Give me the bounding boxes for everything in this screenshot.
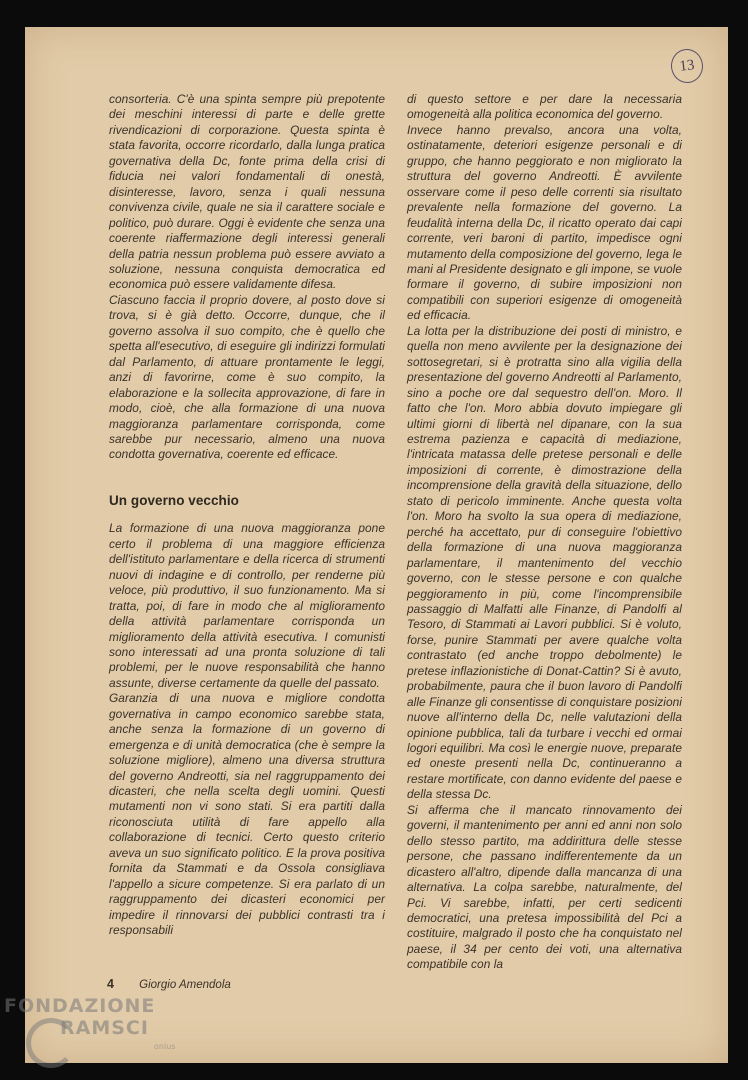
page-footer xyxy=(107,977,231,991)
watermark-suffix: onlus xyxy=(154,1042,176,1051)
watermark-g-icon xyxy=(26,1018,76,1068)
paragraph: Ciascuno faccia il proprio dovere, al posto dove si trova, si è già detto. Occorre, dunque, che il governo assolva il suo compito, che è quello che spetta all'esecutivo, di eseguire gli indirizzi formulati dal Parlamento, di attuare prontamente le leggi, anzi di favorirne, come è suo compito, la elaborazione e la sollecita approvazione, di fare in modo, cioè, che alla formazione di una nuova maggioranza parlamentare corrisponda, come sarebbe pur necessario, almeno una nuova condotta governativa, coerente ed efficace. xyxy=(109,292,385,462)
paragraph: di questo settore e per dare la necessaria omogeneità alla politica economica del governo. xyxy=(407,92,682,122)
paragraph: La formazione di una nuova maggioranza pone certo il problema di una maggiore efficienza dell'istituto parlamentare e della ricerca di strumenti nuovi di indagine e di controllo, per renderne più veloce, più produttivo, il suo funzionamento. Ma si tratta, poi, di fare in modo che al miglioramento della attività parlamentare corrisponda un miglioramento della attività esecutiva. I comunisti sono interessati ad una pronta soluzione di tali problemi, per le nuove responsabilità che hanno assunte, diverse certamente da quelle del passato. xyxy=(109,521,385,690)
paragraph: La lotta per la distribuzione dei posti di ministro, e quella non meno avvilente per la designazione dei sottosegretari, si è protratta sino alla vigilia della presentazione del governo Andreotti al Parlamento, sino a poche ore dal sequestro dell'on. Moro. Il fatto che l'on. Moro abbia dovuto impiegare gli ultimi giorni di libertà nel dipanare, con la sua estrema pazienza e capacità di mediazione, l'intricata matassa delle pretese personali e delle imposizioni di corrente, è dimostrazione della incomprensione della gravità della situazione, dello stato di pericolo imminente. Anche questa volta l'on. Moro ha svolto la sua opera di mediazione, perché ha accettato, pur di conseguire l'obiettivo della formazione di una nuova maggioranza parlamentare, il mantenimento del vecchio governo, con le stesse persone e con qualche peggioramento in più, come l'incomprensibile passaggio di Malfatti alle Finanze, di Pandolfi al Tesoro, di Stammati ai Lavori pubblici. Si è voluto, forse, punire Stammati per avere qualche volta contrastato (ed anche troppo debolmente) le pretese inflazionistiche di Donat-Cattin? Si è avuto, probabilmente, paura che il buon lavoro di Pandolfi alle Finanze gli consentisse di conquistare posizioni nuove all'interno della Dc, nelle valutazioni della opinione pubblica, tali da turbare i vecchi ed ormai logori equilibri. Ma così le energie nuove, preparate ed oneste presenti nella Dc, continueranno a restare mortificate, con danno evidente del paese e della stessa Dc. xyxy=(407,323,682,802)
watermark-line2: RAMSCI xyxy=(60,1017,149,1039)
paragraph: Garanzia di una nuova e migliore condotta governativa in campo economico sarebbe stata, anche senza la formazione di un governo di emergenza e di unità democratica (che è sempre la soluzione migliore), almeno una diversa struttura del governo Andreotti, sia nel raggruppamento dei dicasteri, che nella scelta degli uomini. Questi mutamenti non vi sono stati. Si era partiti dalla riconosciuta utilità di fare appello alla collaborazione di tecnici. Certo questo criterio aveva un suo significato politico. E la prova positiva fornita da Stammati e da Ossola consigliava l'appello a sicure competenze. Si era parlato di un raggruppamento dei dicasteri economici per impedire il rinnovarsi dei pubblici contrasti tra i responsabili xyxy=(109,691,385,938)
handwritten-page-number: 13 xyxy=(669,47,704,84)
watermark-line1: FONDAZIONE xyxy=(4,995,156,1017)
section-heading: Un governo vecchio xyxy=(109,492,239,508)
paragraph: Invece hanno prevalso, ancora una volta, ostinatamente, deteriori esigenze personali e di gruppo, che hanno peggiorato e non migliorato la struttura del governo Andreotti. È avvilente osservare come il peso delle correnti sia risultato prevalente nella formazione del governo. La feudalità interna della Dc, il ricatto operato dai capi corrente, veri baroni di partito, impedisce ogni mutamento della composizione del governo, lega le mani al Presidente designato e gli impone, se vuole formare il governo, di subire imposizioni non compatibili con superiori esigenze di omogeneità ed efficacia. xyxy=(407,122,682,323)
document-page xyxy=(25,27,728,1063)
paragraph: consorteria. C'è una spinta sempre più prepotente dei meschini interessi di parte e delle grette rivendicazioni di corporazione. Questa spinta è stata favorita, occorre ricordarlo, dalla lunga pratica governativa della Dc, fonte prima della crisi di fiducia nei valori fondamentali di onestà, disinteresse, lavoro, senza i quali nessuna convivenza civile, quale ne sia il carattere sociale e politico, può durare. Oggi è evidente che senza una coerente riaffermazione degli interessi generali della patria nessun problema può essere avviato a soluzione, nessuna conquista democratica ed economica può essere validamente difesa. xyxy=(109,92,385,292)
paragraph: Si afferma che il mancato rinnovamento dei governi, il mantenimento per anni ed anni non solo dello stesso partito, ma addirittura delle stesse persone, che passano indifferentemente da un dicastero all'altro, dipende dalla mancanza di una alternativa. La colpa sarebbe, naturalmente, del Pci. Vi sarebbe, infatti, per certi sedicenti democratici, una pretesa impossibilità del Pci a costituire, malgrado il posto che ha conquistato nel paese, il 34 per cento dei voti, una alternativa compatibile con la xyxy=(407,802,682,972)
author-name: Giorgio Amendola xyxy=(139,979,231,991)
left-column xyxy=(109,92,385,939)
right-column xyxy=(407,92,682,973)
page-number: 4 xyxy=(107,977,114,991)
